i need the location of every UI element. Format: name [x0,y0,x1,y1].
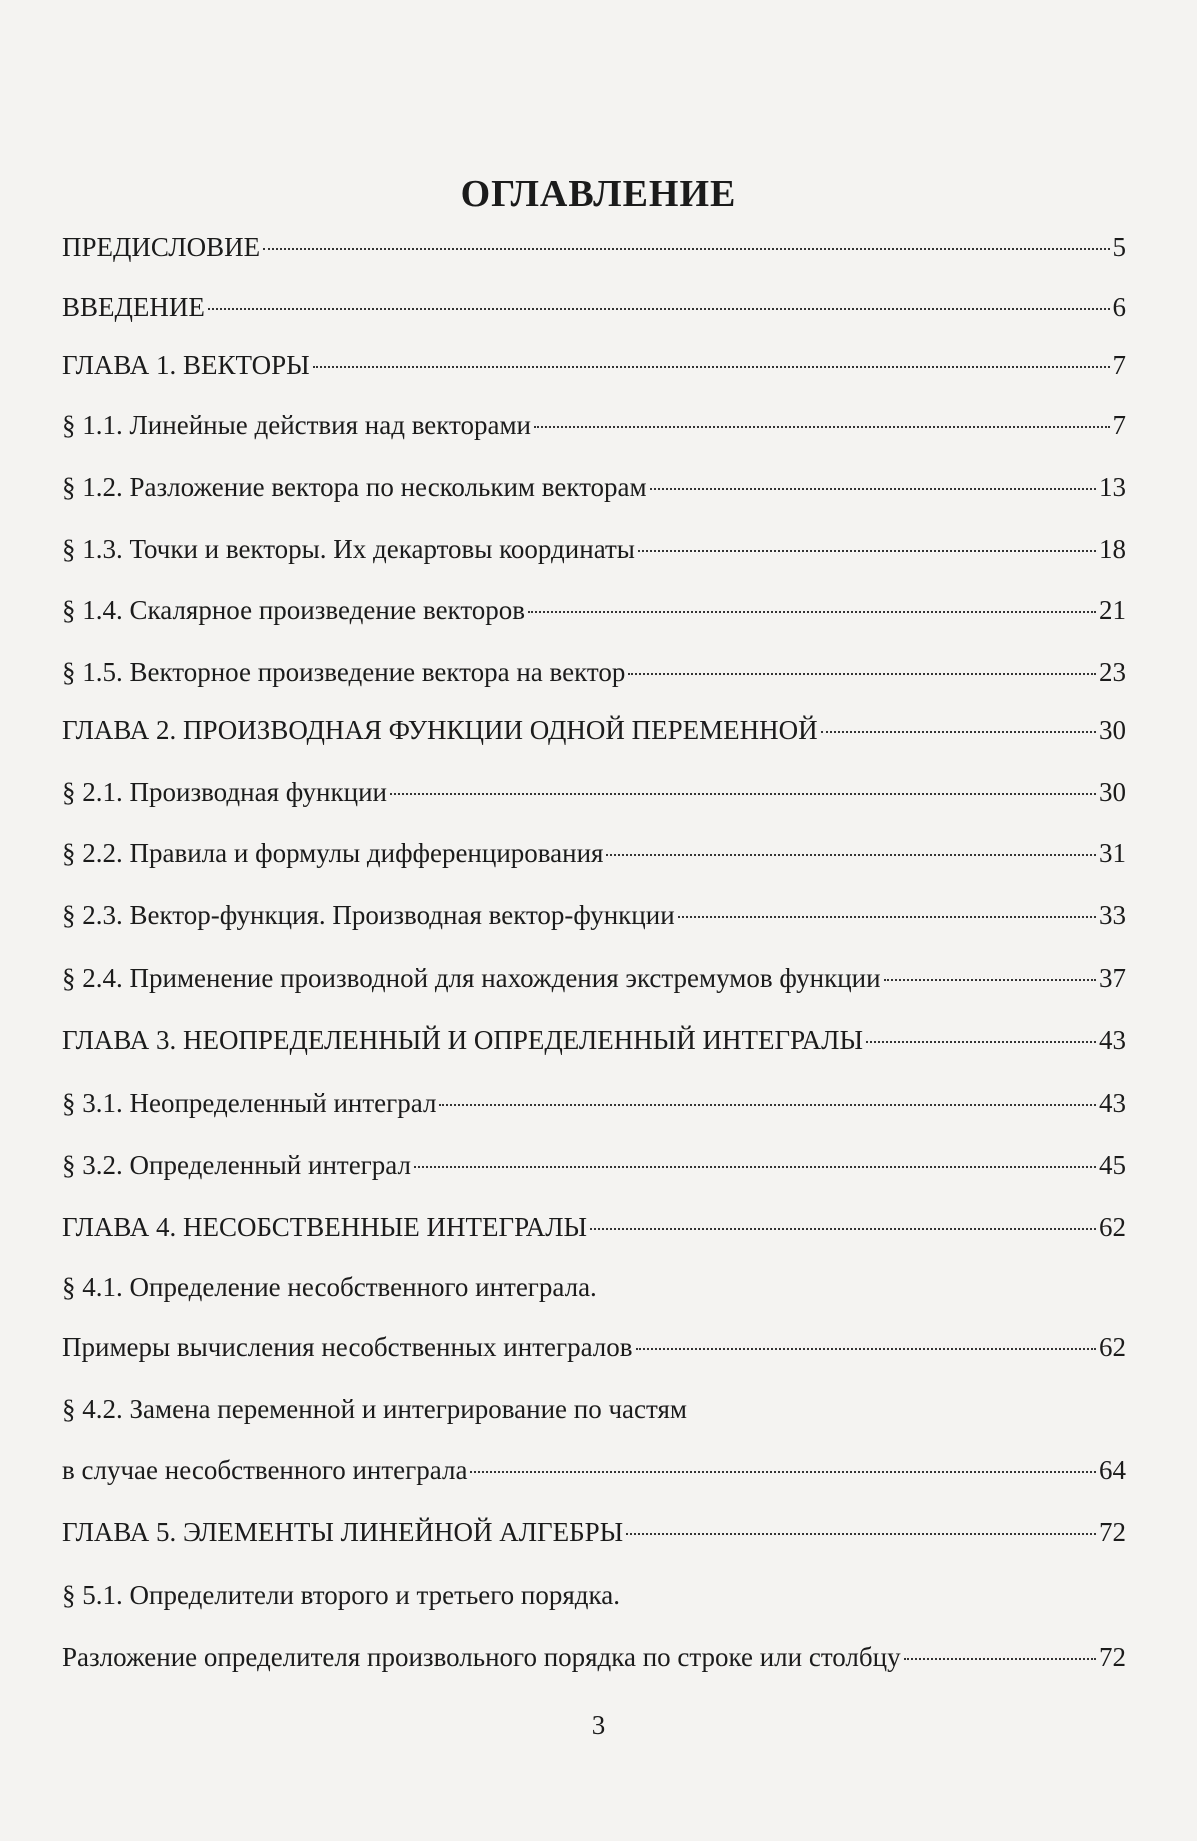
toc-entry-page: 33 [1099,900,1126,930]
dot-leader [528,589,1096,613]
dot-leader [208,286,1110,310]
toc-entry-page: 62 [1099,1212,1126,1242]
dot-leader [678,894,1096,918]
toc-entry [62,1023,1126,1057]
toc-entry-page: 23 [1099,657,1126,687]
toc-entry-page: 62 [1099,1332,1126,1362]
toc-entry-label: § 2.4. Применение производной для нахождения экстремумов функции [62,963,881,993]
dot-leader [439,1082,1096,1106]
toc-entry-page: 21 [1099,595,1126,625]
toc-entry [62,1330,1126,1364]
toc-entry-page: 13 [1099,472,1126,502]
dot-leader [606,832,1096,856]
toc-entry-page: 30 [1099,777,1126,807]
toc-entry [62,898,1126,932]
toc-entry-page: 30 [1099,715,1126,745]
dot-leader [590,1206,1096,1230]
toc-entry [62,775,1126,809]
toc-entry [62,836,1126,870]
toc-entry [62,348,1126,382]
toc-entry [62,1148,1126,1182]
dot-leader [636,1326,1096,1350]
toc-entry-label: ГЛАВА 1. ВЕКТОРЫ [62,350,310,380]
toc-entry-label: § 2.1. Производная функции [62,777,387,807]
toc-entry-page: 45 [1099,1150,1126,1180]
toc-entry [62,230,1126,264]
toc-entry [62,655,1126,689]
dot-leader [821,709,1096,733]
toc-entry-label: § 1.2. Разложение вектора по нескольким векторам [62,472,647,502]
toc-entry-page: 43 [1099,1025,1126,1055]
dot-leader [263,226,1109,250]
toc-entry-page: 72 [1099,1517,1126,1547]
toc-entry-page: 72 [1099,1642,1126,1672]
dot-leader [638,528,1096,552]
dot-leader [904,1636,1096,1660]
dot-leader [626,1511,1096,1535]
toc-entry-label: ВВЕДЕНИЕ [62,292,205,322]
page-number: 3 [591,1710,606,1740]
dot-leader [884,957,1096,981]
toc-entry [62,961,1126,995]
toc-entry-label: ГЛАВА 5. ЭЛЕМЕНТЫ ЛИНЕЙНОЙ АЛГЕБРЫ [62,1517,624,1547]
toc-entry-page: 18 [1099,534,1126,564]
toc-entry-label: ГЛАВА 3. НЕОПРЕДЕЛЕННЫЙ И ОПРЕДЕЛЕННЫЙ ИНТЕГРАЛЫ [62,1025,864,1055]
toc-entry-label: в случае несобственного интеграла [62,1455,468,1485]
toc-entry-page: 43 [1099,1088,1126,1118]
toc-entry-page: 31 [1099,838,1126,868]
toc-entry-label: ПРЕДИСЛОВИЕ [62,232,261,262]
dot-leader [470,1449,1096,1473]
toc-entry-label: Примеры вычисления несобственных интегралов [62,1332,633,1362]
toc-entry [62,1515,1126,1549]
toc-entry-page: 5 [1112,232,1126,262]
toc-entry-label: § 3.2. Определенный интеграл [62,1150,411,1180]
toc-entry [62,1578,1126,1612]
toc-entry-label: § 4.2. Замена переменной и интегрирование по частям [62,1394,687,1424]
dot-leader [866,1019,1096,1043]
toc-entry-label: § 5.1. Определители второго и третьего порядка. [62,1580,620,1610]
toc-entry-page: 7 [1112,350,1126,380]
dot-leader [650,466,1096,490]
dot-leader [534,404,1109,428]
toc-entry-label: Разложение определителя произвольного порядка по строке или столбцу [62,1642,901,1672]
dot-leader [628,651,1096,675]
toc-entry-page: 64 [1099,1455,1126,1485]
toc-entry-label: § 1.3. Точки и векторы. Их декартовы координаты [62,534,635,564]
toc-entry-label: § 2.3. Вектор-функция. Производная вектор-функции [62,900,675,930]
toc-entry-label: § 1.4. Скалярное произведение векторов [62,595,526,625]
toc-entry-label: § 1.5. Векторное произведение вектора на вектор [62,657,626,687]
toc-entry [62,290,1126,324]
dot-leader [390,771,1096,795]
toc-entry [62,1453,1126,1487]
dot-leader [313,344,1110,368]
toc-entry [62,1640,1126,1674]
toc-entry [62,1270,1126,1304]
toc-entry-page: 6 [1112,292,1126,322]
toc-entry [62,470,1126,504]
dot-leader [414,1144,1096,1168]
toc-entry [62,1210,1126,1244]
toc-entry [62,1392,1126,1426]
toc-entry-label: § 1.1. Линейные действия над векторами [62,410,532,440]
toc-entry [62,1086,1126,1120]
page-title: ОГЛАВЛЕНИЕ [460,173,737,215]
toc-entry-page: 37 [1099,963,1126,993]
toc-entry-label: § 3.1. Неопределенный интеграл [62,1088,437,1118]
toc-entry [62,408,1126,442]
toc-entry-label: ГЛАВА 2. ПРОИЗВОДНАЯ ФУНКЦИИ ОДНОЙ ПЕРЕМЕННОЙ [62,715,818,745]
toc-entry [62,532,1126,566]
toc-entry-page: 7 [1112,410,1126,440]
toc-entry-label: ГЛАВА 4. НЕСОБСТВЕННЫЕ ИНТЕГРАЛЫ [62,1212,588,1242]
toc-entry [62,593,1126,627]
toc-entry-label: § 2.2. Правила и формулы дифференцирования [62,838,604,868]
toc-entry-label: § 4.1. Определение несобственного интеграла. [62,1272,597,1302]
toc-entry [62,713,1126,747]
